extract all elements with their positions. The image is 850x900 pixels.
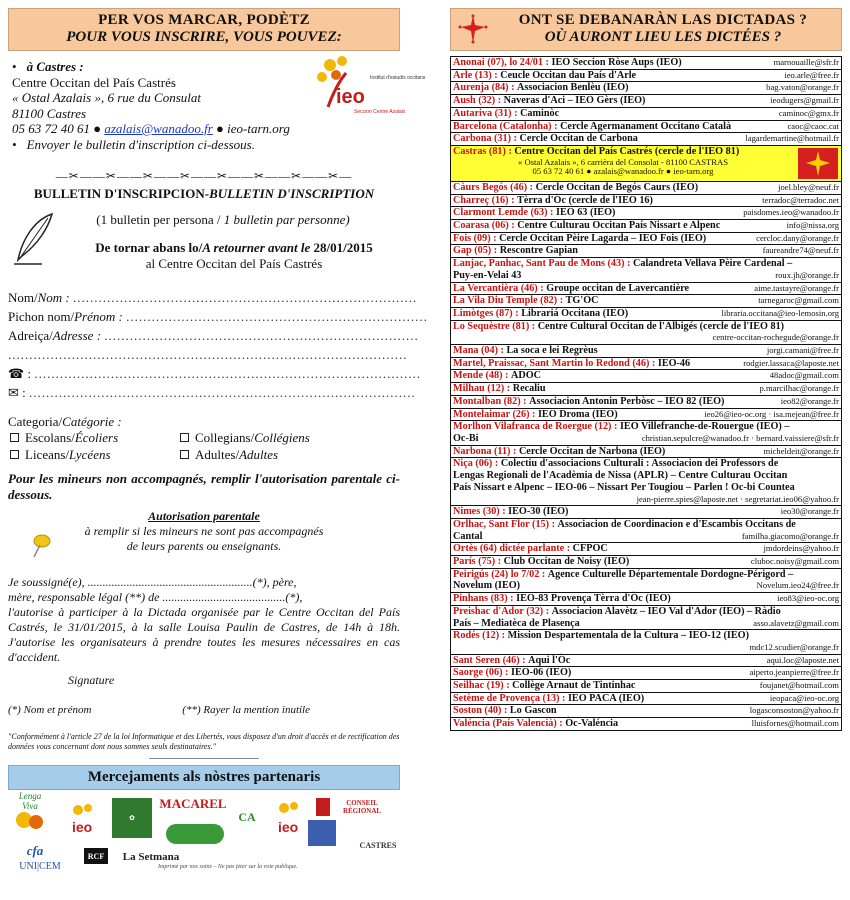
venue-email[interactable]: paisdomes.ieo@wanadoo.fr xyxy=(743,207,839,218)
ieo-logo-icon xyxy=(314,55,426,117)
partners-header: Mercejaments als nòstres partenaris xyxy=(8,765,400,790)
divider xyxy=(149,758,259,759)
signature-label: Signature xyxy=(68,673,115,687)
venue-place: Soston (40) : xyxy=(453,705,508,717)
venue-email[interactable]: 48adoc@gmail.com xyxy=(769,370,839,381)
venue-place: Coarasa (06) : xyxy=(453,220,515,232)
venue-place: Mana (04) : xyxy=(453,345,504,357)
svg-text:ieo: ieo xyxy=(278,819,299,835)
venue-email[interactable]: faureandre74@neuf.fr xyxy=(762,245,839,256)
phone-icon: ☎ xyxy=(8,366,25,381)
address-email-link[interactable]: azalais@wanadoo.fr xyxy=(104,121,213,136)
venue-row-orlhac: Orlhac, Sant Flor (15) : Associacion de Coordinacion e d'Escambis Occitans de Cantal familha.giacomo@orange.fr xyxy=(453,518,839,542)
checkbox-icon[interactable] xyxy=(180,450,189,459)
venue-row xyxy=(451,308,841,321)
footnote-strike: (**) Rayer la mention inutile xyxy=(182,704,310,716)
lenga-viva-logo: Lenga Viva xyxy=(18,791,42,811)
registration-header-oc: PER VOS MARCAR, PODÈTZ xyxy=(98,12,310,28)
venue-place: La Vercantièra (46) : xyxy=(453,282,544,294)
venue-place: Sant Seren (46) : xyxy=(453,654,526,666)
venue-row xyxy=(451,383,841,396)
venue-row-nimes: Nimes (30) : IEO-30 (IEO) ieo30@orange.fr xyxy=(453,506,839,518)
bullet-icon: • xyxy=(12,136,17,152)
address-postal: 81100 Castres xyxy=(12,105,87,121)
phone-field[interactable]: ☎ : ........................................................................................... xyxy=(8,366,422,381)
venue-association: Òc-Valéncia xyxy=(565,718,619,730)
venue-row xyxy=(451,283,841,296)
venue-email[interactable]: lluisfornes@hotmail.com xyxy=(751,718,839,729)
address-web[interactable]: ieo-tarn.org xyxy=(227,121,290,136)
venue-association: Cercle Occitan de Begós Caurs (IEO) xyxy=(535,181,699,193)
parental-authorization-header xyxy=(8,509,400,571)
one-bulletin-per-person: (1 bulletin per persona / 1 bulletin par personne) xyxy=(96,212,350,227)
venue-place: Barcelona (Catalonha) : xyxy=(453,120,558,132)
venue-row-narbona: Narbona (11) : Cercle Occitan de Narbona (IEO) micheldeit@orange.fr xyxy=(453,445,839,457)
venue-row xyxy=(451,409,841,422)
venue-association: Recaliu xyxy=(512,383,546,395)
venue-row xyxy=(451,693,841,706)
venue-email[interactable]: ieodugers@gmail.fr xyxy=(770,95,839,106)
venue-row xyxy=(451,133,841,146)
checkbox-icon[interactable] xyxy=(180,433,189,442)
venue-association: Aqui l'Òc xyxy=(528,654,571,666)
unicem-logo: UNI|CEM xyxy=(19,860,61,872)
venue-place: Montalban (82) : xyxy=(453,395,527,407)
pushpin-icon xyxy=(30,533,52,559)
venue-place: Valéncia (País Valencià) : xyxy=(453,718,563,730)
venue-association: Cercle Occitan Pèire Lagarda – IEO Fois (IEO) xyxy=(499,232,707,244)
venue-email[interactable]: info@nissa.org xyxy=(786,220,839,231)
venue-row xyxy=(451,680,841,693)
venue-place: Anonai (07), lo 24/01 : xyxy=(453,57,549,68)
venue-place: Seilhac (19) : xyxy=(453,680,510,692)
venue-association: Rescontre Gapian xyxy=(499,245,578,257)
castres-logo: CASTRES xyxy=(359,840,397,850)
svg-text:ieo: ieo xyxy=(72,819,93,835)
venue-row xyxy=(451,108,841,121)
venue-email[interactable]: joel.bley@neuf.fr xyxy=(778,181,839,192)
cfa-logo: cfa xyxy=(26,843,44,858)
venue-row xyxy=(451,233,841,246)
venue-row xyxy=(451,182,841,195)
venue-association: IEO 63 (IEO) xyxy=(555,207,616,219)
setmana-logo: La Setmana xyxy=(122,851,180,863)
venue-email[interactable]: ieo.arle@free.fr xyxy=(784,69,839,80)
venue-row xyxy=(451,345,841,358)
venue-row-periguers: Peirigús (24) lo 7/02 : Agence Culturelle Départementale Dordogne-Périgord – Novelum (IEO) Novelum.ieo24@free.fr xyxy=(453,568,839,592)
venue-email[interactable]: terradoc@terradoc.net xyxy=(762,194,839,205)
venue-association: TG'ÒC xyxy=(565,295,599,307)
checkbox-adults[interactable]: Adultes/Adultes xyxy=(180,447,380,463)
address-block: • à Castres : Centre Occitan del País Castrés « Ostal Azalais », 6 rue du Consulat 81100 Castres 05 63 72 40 61 ● azalais@wanadoo.fr ● ieo-tarn.org • Envoyer le bulletin d'inscription ci-dessous. ieo Institut d'estudis occitans Seccion Centre Azalais xyxy=(8,51,400,163)
venue-association: ADOC xyxy=(511,370,541,382)
venue-email[interactable]: caoc@caoc.cat xyxy=(787,120,839,131)
address-field[interactable]: Adreiça/Adresse : .......................................................................... xyxy=(8,328,419,343)
venue-place: Càurs Begós (46) : xyxy=(453,181,534,193)
venue-row xyxy=(451,95,841,108)
venue-email[interactable]: cercloc.dany@orange.fr xyxy=(756,232,839,243)
venue-place: Aush (32) : xyxy=(453,95,502,107)
venue-row-morlhon: Morlhon Vilafranca de Roergue (12) : IEO Villefranche-de-Rouergue (IEO) – Oc-Bi christian.sepulcre@wanadoo.fr · bernard.vaissiere@sfr.fr xyxy=(453,421,839,444)
venue-email[interactable]: caminoc@gmx.fr xyxy=(778,107,839,118)
venue-row xyxy=(451,207,841,220)
venue-email[interactable]: marnouaille@sfr.fr xyxy=(773,57,839,67)
checkbox-high-school[interactable]: Liceans/Lycéens xyxy=(10,447,180,463)
venue-email[interactable]: p.marcilhac@orange.fr xyxy=(759,383,839,394)
venue-place: Aurenja (84) : xyxy=(453,82,515,94)
tourisme-logo-icon xyxy=(166,824,224,844)
address-phone: 05 63 72 40 61 xyxy=(12,121,90,136)
ieo-partner-logo-icon xyxy=(64,800,104,836)
venue-row xyxy=(451,718,841,730)
venue-association: IEO-46 xyxy=(657,357,691,369)
venue-email[interactable]: aiperto.jeanpierre@free.fr xyxy=(749,667,839,678)
credit-agricole-logo-icon: CA xyxy=(238,809,256,824)
name-field[interactable]: Nom/Nom : ................................................................................. xyxy=(8,290,418,305)
venue-place: Setème de Provença (13) : xyxy=(453,692,566,704)
venue-association: Associacion Benlèu (IEO) xyxy=(517,82,629,94)
scissors-divider-icon: —✂——✂——✂——✂——✂——✂——✂——✂— xyxy=(55,169,353,183)
venue-place: Gap (05) : xyxy=(453,245,498,257)
venue-row-rodes: Rodés (12) : Mission Despartementala de la Cultura – IEO-12 (IEO) mdc12.scudier@orange.fr xyxy=(451,630,841,654)
venue-email[interactable]: ieo82@orange.fr xyxy=(780,395,839,406)
venue-row xyxy=(451,195,841,208)
venue-row xyxy=(451,57,841,70)
declaration-line2[interactable]: mère, responsable légal (**) de .........................................(*), xyxy=(8,590,303,604)
declaration-line1[interactable]: Je soussigné(e), .......................................................(*), père, xyxy=(8,575,297,589)
minors-notice: Pour les mineurs non accompagnés, remplir l'autorisation parentale ci-dessous. xyxy=(8,471,400,502)
envelope-icon: ✉ xyxy=(8,385,19,400)
authorization-title: Autorisation parentale xyxy=(148,509,260,523)
venue-row xyxy=(451,295,841,308)
venues-header-fr: OÙ AURONT LIEU LES DICTÉES ? xyxy=(544,29,782,45)
venue-association: Lo Gascon xyxy=(509,705,557,717)
venue-email[interactable]: tarnegaroc@gmail.com xyxy=(758,295,839,306)
ieo-logo-text: ieo xyxy=(336,86,365,108)
venue-email[interactable]: ieo26@ieo-oc.org · isa.mejean@free.fr xyxy=(704,408,839,419)
venue-row-nica: Niça (06) : Colectiu d'associacions Culturali : Associacion dei Professors de Lengas Regionali de l'Acadèmia de Nissa (APLR) – Centre Culturau Occitan País Nissart e Alpenc – IEO-06 – Nissart Per Tougiou – Parlen ! Oc-bi Countea jean-pierre.spies@laposte.net · segretariat.ieo06@yahoo.fr xyxy=(451,458,841,506)
authorization-declaration xyxy=(8,575,400,665)
venue-association: IEO PACA (IEO) xyxy=(567,692,645,704)
venue-place: Clarmont Lemde (63) : xyxy=(453,207,554,219)
venue-place: La Vila Diu Temple (82) : xyxy=(453,295,564,307)
venue-place: Montelaimar (26) : xyxy=(453,408,536,420)
form-fields xyxy=(8,290,428,404)
venue-association: Caminòc xyxy=(520,107,560,119)
bulletin-intro xyxy=(8,208,400,286)
venue-row xyxy=(451,556,841,569)
checkbox-schoolchildren[interactable]: Escolans/Écoliers xyxy=(10,430,180,446)
venue-association: Tèrra d'Òc (cercle de l'IEO 16) xyxy=(517,194,653,206)
venue-row xyxy=(451,220,841,233)
venue-row-preishac: Preishac d'Ador (32) : Associacion Alavètz – IEO Val d'Ador (IEO) – Ràdio País – Mediatèca de Plasença asso.alavetz@gmail.com xyxy=(453,605,839,629)
venue-row xyxy=(451,358,841,371)
venues-header xyxy=(450,8,842,51)
venue-row xyxy=(451,70,841,83)
venue-row-sequestre: Lo Sequèstre (81) : Centre Cultural Occitan de l'Albigés (cercle de l'IEO 81) centre-occitan-rochegude@orange.fr xyxy=(451,321,841,345)
return-deadline: De tornar abans lo/A retourner avant le 28/01/2015 al Centre Occitan del País Castrés xyxy=(95,240,373,271)
parc-naturel-logo-icon: ✿ xyxy=(112,798,152,838)
registration-column xyxy=(8,8,428,878)
ieo-logo-sub: Seccion Centre Azalais xyxy=(354,109,406,115)
venue-association: CFPOC xyxy=(572,543,608,555)
venue-email[interactable]: ieopaca@ieo-oc.org xyxy=(769,692,839,703)
address-field-line2[interactable]: .............................................................................................. xyxy=(8,347,408,362)
registration-header-fr: POUR VOUS INSCRIRE, VOUS POUVEZ: xyxy=(66,29,342,45)
venue-row-castres: Castras (81) : Centre Occitan del País Castrés (cercle de l'IEO 81) « Ostal Azalais », 6 carrièra del Consolat - 81100 CASTRAS 05 63 72 40 61 ● azalais@wanadoo.fr ● ieo-tarn.org xyxy=(451,146,841,182)
venue-association: Naveras d'Aci – IEO Gèrs (IEO) xyxy=(503,95,646,107)
venue-email[interactable]: bag.vaton@orange.fr xyxy=(766,82,839,93)
authorization-sub1: à remplir si les mineurs ne sont pas accompagnés xyxy=(84,524,324,538)
email-field[interactable]: ✉ : ........................................................................................... xyxy=(8,385,416,400)
address-org: Centre Occitan del País Castrés xyxy=(12,74,176,90)
ieo-tarn-logo-icon xyxy=(270,798,310,838)
venue-row xyxy=(451,370,841,383)
venue-association: IEO-06 (IEO) xyxy=(511,667,572,679)
address-street: « Ostal Azalais », 6 rue du Consulat xyxy=(12,90,202,105)
venue-place: Charreç (16) : xyxy=(453,194,515,206)
venue-place: Ortès (64) dictée parlante : xyxy=(453,543,571,555)
venue-place: Mende (48) : xyxy=(453,370,509,382)
venue-row xyxy=(451,82,841,95)
occitan-cross-flag-icon xyxy=(798,148,838,179)
venue-association: IEO Seccion Ròse Aups (IEO) xyxy=(551,57,682,68)
venue-row xyxy=(451,245,841,258)
venue-place: Milhau (12) : xyxy=(453,383,511,395)
footnote-name: (*) Nom et prénom xyxy=(8,704,92,716)
venue-association: Ceucle Occitan dau País d'Arle xyxy=(500,69,637,81)
tarn-logo-icon xyxy=(308,820,336,846)
checkbox-icon[interactable] xyxy=(10,450,19,459)
category-label: Categoria/Catégorie : xyxy=(8,414,122,429)
rcf-logo: RCF xyxy=(84,848,108,864)
venue-row-lanjac: Lanjac, Panhac, Sant Pau de Mons (43) : Calandreta Vellava Pèire Cardenal – Puy-en-Velai 43 roux.jh@orange.fr xyxy=(453,258,839,281)
venue-row xyxy=(451,667,841,680)
venue-place: Saorge (06) : xyxy=(453,667,509,679)
bulletin-title: BULLETIN D'INSCRIPCION-BULLETIN D'INSCRIPTION xyxy=(33,186,375,201)
declaration-body: l'autorise à participer à la Dictada organisée par le Centre Occitan del País Castrés, le 31/01/2015, à la salle Louisa Paulin de Castres, de 14h à 18h. J'autorise les organisateurs à prendre toutes les mesures nécessaires en cas d'accident. xyxy=(8,605,400,664)
venue-email[interactable]: logasconsoston@yahoo.fr xyxy=(749,705,839,716)
venue-row xyxy=(451,396,841,409)
venue-association: Collège Arnaut de Tintinhac xyxy=(512,680,636,692)
venue-association: La soca e lei Regrèus xyxy=(506,345,598,357)
send-instructions: Envoyer le bulletin d'inscription ci-dessous. xyxy=(26,136,255,152)
venue-association: Cercle Occitan de Carbona xyxy=(519,133,638,145)
first-name-field[interactable]: Pichon nom/Prénom : ....................................................................... xyxy=(8,309,428,324)
venue-email[interactable]: rodgier.lassaca@laposte.net xyxy=(743,357,839,368)
venue-place: Martel, Praissac, Sant Martin lo Redond (46) : xyxy=(453,357,656,369)
venue-email[interactable]: foujanet@hotmail.com xyxy=(759,680,839,691)
occitan-cross-logo-icon xyxy=(316,798,330,816)
venues-table xyxy=(450,56,842,731)
venues-column xyxy=(450,8,842,731)
venue-row xyxy=(451,543,841,556)
conseil-regional-logo: CONSEIL RÉGIONAL xyxy=(342,799,382,815)
footnotes xyxy=(8,704,400,716)
lenga-viva-icon xyxy=(12,808,48,834)
venue-email[interactable]: aqui.loc@laposte.net xyxy=(766,654,839,665)
venue-row-pinhans: Pinhans (83) : IEO-83 Provença Tèrra d'Òc (IEO) ieo83@ieo-oc.org xyxy=(453,593,839,605)
category-section xyxy=(8,414,400,463)
partner-logos xyxy=(8,790,400,878)
venue-email[interactable]: libraria.occitana@ieo-lemosin.org xyxy=(721,307,839,318)
venue-place: París (75) : xyxy=(453,556,502,568)
venue-email[interactable]: cluboc.noisy@gmail.com xyxy=(750,556,839,567)
venue-place: Fois (09) : xyxy=(453,232,497,244)
bullet-icon: • xyxy=(12,59,17,74)
venue-association: Groupe occitan de Lavercantière xyxy=(546,282,690,294)
venue-email[interactable]: jorgi.camani@free.fr xyxy=(766,345,839,356)
venue-place: Carbona (31) : xyxy=(453,133,517,145)
venue-place: Limòtges (87) : xyxy=(453,307,519,319)
legal-notice: "Conformément à l'article 27 de la loi Informatique et des Libertés, vous disposez d'un droit d'accès et de rectification des données vous concernant dont nous sommes seuls destinataires." xyxy=(8,732,400,751)
venue-row xyxy=(451,655,841,668)
occitan-cross-icon xyxy=(457,13,489,45)
venue-row xyxy=(451,705,841,718)
venue-association: Librariá Occitana (IEO) xyxy=(521,307,629,319)
registration-header xyxy=(8,8,400,51)
venues-header-oc: ONT SE DEBANARÀN LAS DICTADAS ? xyxy=(518,12,808,28)
venue-place: Arle (13) : xyxy=(453,69,498,81)
venue-association: Associacion Antonin Perbòsc – IEO 82 (IEO) xyxy=(529,395,725,407)
venue-email[interactable]: jmdordeins@yahoo.fr xyxy=(763,543,839,554)
authorization-sub2: de leurs parents ou enseignants. xyxy=(126,539,282,553)
venue-association: Cercle Agermanament Occitano Català xyxy=(560,120,732,132)
checkbox-middle-school[interactable]: Collegians/Collégiens xyxy=(180,430,380,446)
venue-place: Autariva (31) : xyxy=(453,107,518,119)
venue-email[interactable]: lagardemartine@hotmail.fr xyxy=(745,133,839,144)
venue-association: Club Occitan de Noisy (IEO) xyxy=(503,556,630,568)
venue-email[interactable]: aime.tastayre@orange.fr xyxy=(754,282,839,293)
macarel-logo: MACAREL xyxy=(159,796,227,811)
ieo-logo-caption: Institut d'estudis occitans xyxy=(370,75,426,81)
printed-note: Imprimé par nos soins – Ne pas jeter sur la voie publique. xyxy=(158,864,298,870)
venue-row xyxy=(451,121,841,134)
venue-association: Centre Culturau Occitan País Nissart e Alpenc xyxy=(517,220,721,232)
checkbox-icon[interactable] xyxy=(10,433,19,442)
venue-association: IEO Droma (IEO) xyxy=(537,408,618,420)
address-city: à Castres : xyxy=(26,59,84,74)
